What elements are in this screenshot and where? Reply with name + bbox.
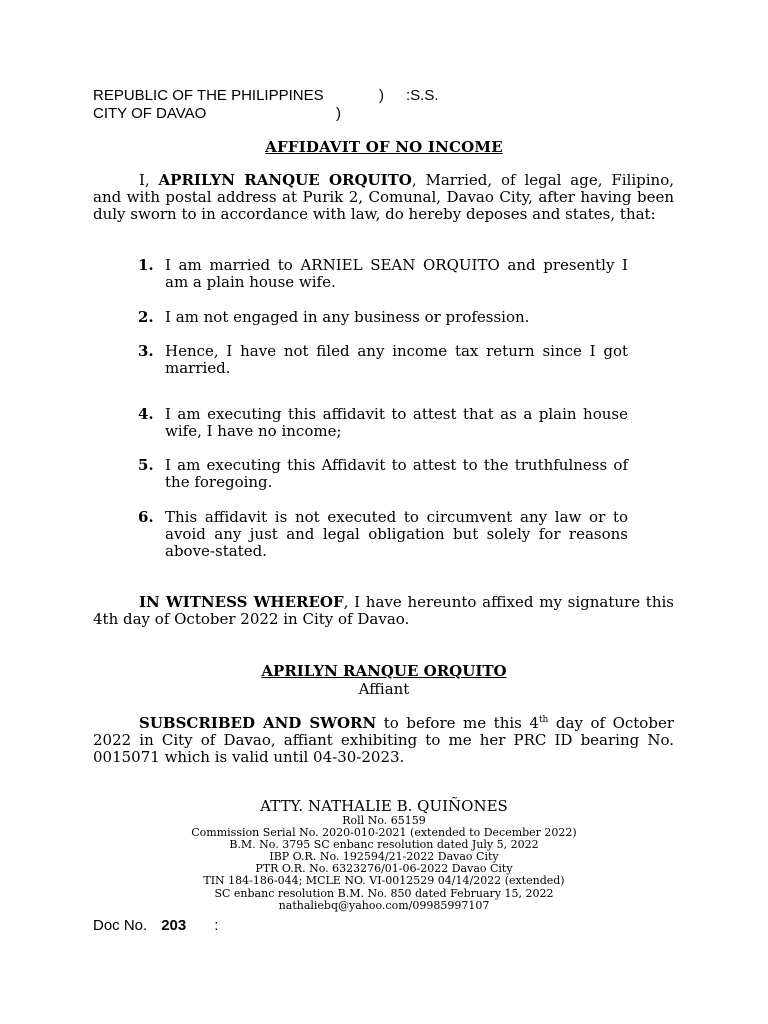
venue-paren-2: ) <box>336 105 341 122</box>
list-item <box>138 257 628 291</box>
notary-sc-resolution: SC enbanc resolution B.M. No. 850 dated February 15, 2022 <box>214 886 554 900</box>
jurat-ordinal: th <box>538 715 549 725</box>
venue-header <box>93 87 493 123</box>
list-item <box>138 309 628 326</box>
list-item <box>138 509 628 560</box>
list-item <box>138 406 628 440</box>
item-text: I am not engaged in any business or profession. <box>165 308 530 326</box>
witness-lead: IN WITNESS WHEREOF <box>139 593 344 611</box>
item-text: I am executing this Affidavit to attest to the truthfulness of the foregoing. <box>165 456 628 491</box>
item-number: 6. <box>138 508 154 526</box>
intro-prefix: I, <box>139 171 159 189</box>
item-number: 4. <box>138 405 154 423</box>
affiant-role: Affiant <box>358 680 410 698</box>
notary-bm: B.M. No. 3795 SC enbanc resolution dated July 5, 2022 <box>229 838 539 852</box>
intro-paragraph <box>93 172 674 223</box>
doc-number-line <box>93 917 218 934</box>
doc-number: 203 <box>161 917 187 934</box>
notary-name: ATTY. NATHALIE B. QUIÑONES <box>260 797 508 815</box>
venue-republic: REPUBLIC OF THE PHILIPPINES <box>93 87 324 104</box>
venue-ss: :S.S. <box>406 87 439 104</box>
item-text: I am executing this affidavit to attest that as a plain house wife, I have no income; <box>165 405 628 440</box>
intro-text: , Married, of legal age, Filipino, and with postal address at Purik 2, Comunal, Davao City, after having been duly sworn to in accordance with law, do hereby deposes and states, that: <box>93 171 674 223</box>
notary-contact: nathaliebq@yahoo.com/09985997107 <box>278 898 490 912</box>
item-number: 5. <box>138 456 154 474</box>
jurat-text-a: to before me this 4 <box>376 714 539 732</box>
item-text: Hence, I have not filed any income tax return since I got married. <box>165 342 628 377</box>
doc-label: Doc No. <box>93 917 148 934</box>
affiant-signature-name: APRILYN RANQUE ORQUITO <box>261 662 507 680</box>
witness-paragraph <box>93 594 674 628</box>
list-item <box>138 457 628 491</box>
doc-colon: : <box>214 917 219 934</box>
item-number: 3. <box>138 342 154 360</box>
notary-commission: Commission Serial No. 2020-010-2021 (extended to December 2022) <box>191 826 577 840</box>
jurat-lead: SUBSCRIBED AND SWORN <box>139 714 377 732</box>
document-title: AFFIDAVIT OF NO INCOME <box>265 138 503 156</box>
affiant-name-inline: APRILYN RANQUE ORQUITO <box>158 171 412 189</box>
item-text: I am married to ARNIEL SEAN ORQUITO and presently I am a plain house wife. <box>165 256 628 291</box>
notary-tin: TIN 184-186-044; MCLE NO. VI-0012529 04/14/2022 (extended) <box>203 874 565 888</box>
item-number: 1. <box>138 256 154 274</box>
jurat-paragraph <box>93 712 674 766</box>
notary-ptr: PTR O.R. No. 6323276/01-06-2022 Davao City <box>255 862 513 876</box>
notary-ibp: IBP O.R. No. 192594/21-2022 Davao City <box>269 850 499 864</box>
witness-text: , I have hereunto affixed my signature this 4th day of October 2022 in City of Davao. <box>93 593 674 628</box>
item-number: 2. <box>138 308 154 326</box>
list-item <box>138 343 628 377</box>
venue-city: CITY OF DAVAO <box>93 105 207 122</box>
notary-details <box>0 815 768 912</box>
item-text: This affidavit is not executed to circumvent any law or to avoid any just and legal obligation but solely for reasons above-stated. <box>165 508 628 560</box>
notary-roll: Roll No. 65159 <box>342 814 426 827</box>
jurat-text-b: day of October 2022 in City of Davao, affiant exhibiting to me her PRC ID bearing No. 0015071 which is valid until 04-30-2023. <box>93 714 674 766</box>
venue-paren-1: ) <box>379 87 384 104</box>
